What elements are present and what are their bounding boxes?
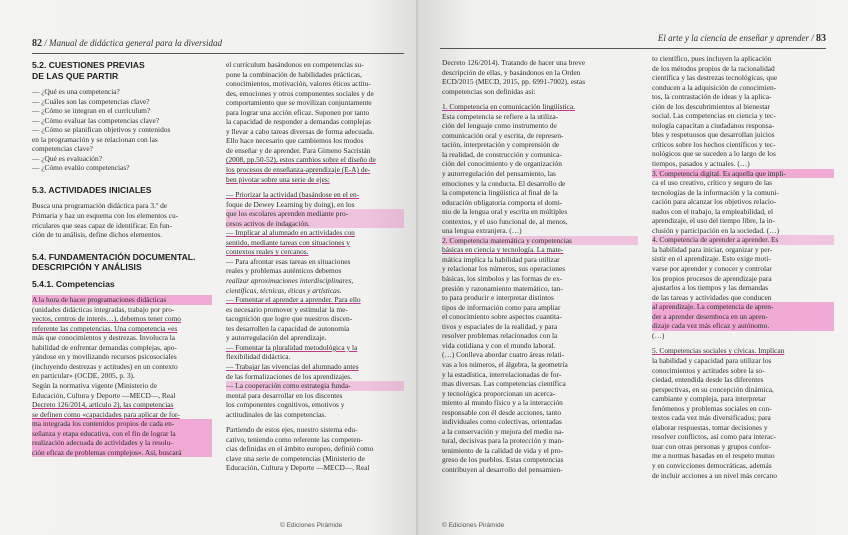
text-line: de enseñar y de aprender. Para Gimeno Sacristán xyxy=(226,145,371,155)
text-line: Busca una programación didáctica para 3.º de xyxy=(32,201,168,211)
text-line: al aprendizaje. La competencia de apren- xyxy=(652,302,834,312)
text-line: de las formalizaciones de los aprendizajes. xyxy=(226,371,352,381)
text-line: a la conservación y mejora del medio na- xyxy=(442,426,564,436)
right-page-number: 83 xyxy=(816,33,826,44)
text-line: de los métodos propios de la racionalidad xyxy=(652,63,775,73)
text-line: (incluyendo destrezas y actitudes) en un contexto xyxy=(32,361,178,371)
text-line: individuales como colectivas, orientadas xyxy=(442,417,562,427)
text-line: perspectivas, en su concepción dinámica, xyxy=(652,384,774,394)
text-line: Decreto 126/2014). Tratando de hacer una breve xyxy=(442,58,586,67)
text-line: educación obligatoria comporta el domi- xyxy=(442,197,563,207)
text-line: y en convicciones democráticas, además xyxy=(652,460,772,470)
text-line: y la estadística, interrelacionadas de for- xyxy=(442,369,562,379)
text-line: ción del conocimiento y de organización xyxy=(442,159,562,169)
text-line: Educación, Cultura y Deporte —MECD—, Real xyxy=(32,390,176,400)
text-line: la habilidad y capacidad para utilizar los xyxy=(652,355,772,365)
text-line: comportamiento que se movilizan conjuntamente xyxy=(226,98,372,108)
text-line: conocimientos, motivación, valores éticos actitu- xyxy=(226,79,371,89)
text-line: Decreto 126/2014, artículo 2), las competencias xyxy=(32,400,174,410)
right-footer: © Ediciones Pirámide xyxy=(442,522,505,529)
section-heading: 5.4.1. Competencias xyxy=(32,278,115,289)
text-line: y tecnológica proporcionan un acerca- xyxy=(442,388,556,398)
text-line: — Priorizar la actividad (basándose en el en- xyxy=(226,190,360,200)
text-line: 3. Competencia digital. Es aquella que impli- xyxy=(652,169,834,179)
text-line: realizar aproximaciones interdisciplinares, xyxy=(226,276,354,286)
text-line: — ¿Cómo se planifican objetivos y contenidos xyxy=(32,125,171,135)
text-line: más que conocimientos y destrezas. Involucra la xyxy=(32,333,176,343)
left-page xyxy=(0,0,418,535)
text-line: los propios procesos de aprendizaje para xyxy=(652,273,772,283)
text-line: tural, decisivas para la protección y man- xyxy=(442,436,564,446)
text-line: nio de la lengua oral y escrita en múltiples xyxy=(442,207,568,217)
text-line: to para producir e interpretar distintos xyxy=(442,293,554,303)
text-line: — Para afrontar esas tareas en situaciones xyxy=(226,256,351,266)
text-line: la realidad, de construcción y comunica- xyxy=(442,149,562,159)
text-line: descripción de ellas, y basándonos en la Orden xyxy=(442,67,581,77)
section-heading: 5.3. ACTIVIDADES INICIALES xyxy=(32,184,152,195)
text-line: tacognición que logre que nuestros discen- xyxy=(226,314,353,324)
text-line: (2008, pp.50-52), estos cambios sobre el diseño de xyxy=(226,155,376,165)
text-line: foque de Dewey Learning by doing), en los xyxy=(226,199,355,209)
text-line: mental para desarrollar en los discentes xyxy=(226,390,343,400)
text-line: dizaje cada vez más eficaz y autónomo. xyxy=(652,321,834,331)
text-line: rriculares que seas capaz de identificar. En fun- xyxy=(32,220,172,230)
text-line: cativo, teniendo como referente las competen- xyxy=(226,434,363,444)
text-line: tivos y espaciales de la realidad, y para xyxy=(442,321,558,331)
text-line: — Fomentar el aprender a aprender. Para ello xyxy=(226,295,361,305)
text-line: — ¿Cómo evalúo competencias? xyxy=(32,163,130,173)
text-line: ción de los descubrimientos al bienestar xyxy=(652,101,771,111)
text-line: der a aprender desemboca en un apren- xyxy=(652,312,834,322)
text-line: — ¿Cómo evaluar las competencias clave? xyxy=(32,115,160,125)
text-line: reales y problemas auténticos debemos xyxy=(226,266,342,276)
text-line: greso de los pueblos. Estas competencias xyxy=(442,455,564,465)
text-line: Partiendo de estos ejes, nuestro sistema edu- xyxy=(226,425,358,435)
text-line: los procesos de enseñanza-aprendizaje (E-A) de- xyxy=(226,165,371,175)
text-line: cambiante y compleja, para interpretar xyxy=(652,394,766,404)
text-line: y llevar a cabo tareas diversas de forma adecuada. xyxy=(226,126,374,136)
text-line: científicas, técnicas, éticas y artísticas. xyxy=(226,285,342,295)
text-line: nados con el trabajo, la empleabilidad, el xyxy=(652,206,774,216)
text-line: básicas, los símbolos y las formas de ex- xyxy=(442,274,563,284)
text-line: resolver conflictos, así como para interac- xyxy=(652,432,776,442)
text-line: la competencia lingüística al final de la xyxy=(442,188,558,198)
text-line: ciedad, entendida desde las diferentes xyxy=(652,375,764,385)
text-line: tiempos, pasados y actuales. (…) xyxy=(652,159,750,169)
text-line: 1. Competencia en comunicación lingüística. xyxy=(442,102,575,112)
text-line: para lograr una acción eficaz. Suponen por tanto xyxy=(226,107,370,117)
text-line: realización adecuada de actividades y la resolu- xyxy=(32,438,212,448)
text-line: ma integrada los contenidos propios de cada en- xyxy=(32,419,212,429)
text-line: social. Las competencias en ciencia y tec- xyxy=(652,111,776,121)
text-line: nología capacitan a ciudadanos responsa- xyxy=(652,120,775,130)
text-line: vida cotidiana y con el mundo laboral. xyxy=(442,340,556,350)
text-line: presión y razonamiento matemático, tan- xyxy=(442,283,563,293)
left-running-head: 82 / Manual de didáctica general para la diversidad xyxy=(32,38,222,49)
text-line: el conocimiento sobre aspectos cuantita- xyxy=(442,312,562,322)
text-line: Según la normativa vigente (Ministerio de xyxy=(32,381,157,391)
text-line: actitudinales de las competencias. xyxy=(226,409,327,419)
text-line: tos, la contrastación de ideas y la aplica- xyxy=(652,92,772,102)
text-line: miento al mundo físico y a la interacción xyxy=(442,398,563,408)
right-column-1 xyxy=(442,58,638,475)
text-line: Educación, Cultura y Deporte —MECD—, Real xyxy=(226,463,370,473)
text-line: textos cada vez más diversificados; para xyxy=(652,413,771,423)
text-line: (…) Conlleva abordar cuatro áreas relati- xyxy=(442,350,565,360)
text-line: to científico, pues incluyen la aplicación xyxy=(652,54,772,63)
text-line: clave una serie de competencias (Ministerio de xyxy=(226,453,365,463)
text-line: ción de tu análisis, define dichos elementos. xyxy=(32,230,163,240)
right-page xyxy=(418,0,848,535)
text-line: elaborar respuestas, tomar decisiones y xyxy=(652,422,768,432)
text-line: responsable con él desde acciones, tanto xyxy=(442,407,562,417)
text-line: científica y las destrezas tecnológicas, que xyxy=(652,73,778,83)
text-line: 2. Competencia matemática y competencias xyxy=(442,236,638,246)
text-line: — ¿Cómo se integran en el currículum? xyxy=(32,106,151,116)
text-line: aprendizaje, el uso del tiempo libre, la in- xyxy=(652,216,775,226)
text-line: varse por aprender y conocer y controlar xyxy=(652,264,772,274)
left-column-1 xyxy=(32,60,212,457)
text-line: contextos reales y cercanos. xyxy=(226,247,309,257)
section-heading: 5.4. FUNDAMENTACIÓN DOCUMENTAL. xyxy=(32,251,196,262)
text-line: ECD/2015 (MECD, 2015, pp. 6991-7002), estas xyxy=(442,77,586,87)
right-column-2 xyxy=(652,54,834,480)
text-line: cesos activos de indagación. xyxy=(226,219,404,229)
text-line: contextos, y el uso funcional de, al menos, xyxy=(442,216,568,226)
text-line: comunicación oral y escrita, de represen- xyxy=(442,130,564,140)
text-line: — ¿Cuáles son las competencias clave? xyxy=(32,96,150,106)
text-line: referente las competencias. Una competencia «es xyxy=(32,323,178,333)
text-line: los componentes cognitivos, emotivos y xyxy=(226,400,345,410)
left-column-2 xyxy=(226,60,404,473)
text-line: tecnologías de la información y la comuni- xyxy=(652,187,779,197)
text-line: des, emociones y otros componentes sociales y de xyxy=(226,88,374,98)
right-running-head: El arte y la ciencia de enseñar y aprender / 83 xyxy=(657,33,826,44)
text-line: emociones y la conducta. El desarrollo de xyxy=(442,178,566,188)
text-line: — Implicar al alumnado en actividades con xyxy=(226,228,355,238)
text-line: críticos sobre los hechos científicos y tec- xyxy=(652,139,776,149)
text-line: Ello hace necesario que cambiemos los modos xyxy=(226,136,364,146)
text-line: ción eficaz de problemas complejos». Así, buscará xyxy=(32,448,212,458)
text-line: competencias son definidas así: xyxy=(442,86,536,96)
left-footer: © Ediciones Pirámide xyxy=(280,522,343,529)
section-heading: DE LAS QUE PARTIR xyxy=(32,70,119,81)
text-line: mática implica la habilidad para utilizar xyxy=(442,254,560,264)
text-line: mas diversas. Las competencias científica xyxy=(442,379,566,389)
text-line: tenimiento de la calidad de vida y el pro- xyxy=(442,445,564,455)
text-line: fenómenos y problemas sociales en con- xyxy=(652,403,772,413)
text-line: 5. Competencias sociales y cívicas. Implican xyxy=(652,346,785,356)
text-line: — Trabajar las vivencias del alumnado antes xyxy=(226,361,359,371)
text-line: (unidades didácticas integradas, trabajo por pro- xyxy=(32,304,175,314)
text-line: habilidad de enfrentar demandas complejas, apo- xyxy=(32,342,177,352)
text-line: contribuyen al desarrollo del pensamien- xyxy=(442,464,563,474)
text-line: — ¿Qué es evaluación? xyxy=(32,153,102,163)
text-line: tuar con otras personas y grupos confor- xyxy=(652,441,771,451)
text-line: ca el uso creativo, crítico y seguro de las xyxy=(652,178,773,188)
section-heading: DESCRIPCIÓN Y ANÁLISIS xyxy=(32,262,142,273)
text-line: A la hora de hacer programaciones didácticas xyxy=(32,295,212,305)
text-line: se definen como «capacidades para aplicar de for- xyxy=(32,409,180,419)
text-line: cias definidas en el ámbito europeo, definió como xyxy=(226,444,374,454)
text-line: tación, interpretación y comprensión de xyxy=(442,140,560,150)
text-line: y autorregulación del aprendizaje. xyxy=(226,333,327,343)
text-line: — La cooperación como estrategia funda- xyxy=(226,381,404,391)
text-line: el currículum basándonos en competencias su- xyxy=(226,60,364,69)
text-line: me a normas basadas en el respeto mutuo xyxy=(652,451,775,461)
text-line: nológicos que se suceden a lo largo de los xyxy=(652,149,776,159)
text-line: competencias clave? xyxy=(32,144,93,154)
text-line: en la programación y se relacionan con las xyxy=(32,134,158,144)
text-line: sentido, mediante tareas con situaciones y xyxy=(226,237,350,247)
text-line: vas a los números, el álgebra, la geometría xyxy=(442,359,568,369)
text-line: yectos, centros de interés…), debemos tener como xyxy=(32,314,181,324)
text-line: — ¿Qué es una competencia? xyxy=(32,87,120,96)
text-line: de las tareas y actividades que conducen xyxy=(652,292,772,302)
text-line: conocimientos y actitudes sobre la so- xyxy=(652,365,765,375)
section-heading: 5.2. CUESTIONES PREVIAS xyxy=(32,60,145,70)
text-line: flexibilidad didáctica. xyxy=(226,352,291,362)
text-line: básicas en ciencia y tecnología. La mate- xyxy=(442,245,564,255)
text-line: tipos de información como para ampliar xyxy=(442,302,561,312)
text-line: cación para alcanzar los objetivos relacio- xyxy=(652,197,777,207)
right-header-rule xyxy=(440,48,826,49)
text-line: y relacionar los números, sus operaciones xyxy=(442,264,566,274)
text-line: Esta competencia se refiere a la utiliza- xyxy=(442,111,559,121)
text-line: (…) xyxy=(652,330,665,340)
text-line: yándose en y movilizando recursos psicosociales xyxy=(32,352,177,362)
text-line: una lengua extranjera. (…) xyxy=(442,226,522,236)
text-line: que los escolares aprenden mediante pro- xyxy=(226,209,404,219)
text-line: ben pivotar sobre una serie de ejes: xyxy=(226,174,330,184)
text-line: y autorregulación del pensamiento, las xyxy=(442,169,556,179)
right-running-title: El arte y la ciencia de enseñar y aprender xyxy=(657,33,809,43)
text-line: sistir en el aprendizaje. Esto exige moti- xyxy=(652,254,771,264)
left-running-title: Manual de didáctica general para la diversidad xyxy=(49,38,222,48)
text-line: conducen a la adquisición de conocimien- xyxy=(652,82,777,92)
left-page-number: 82 xyxy=(32,38,42,49)
text-line: la capacidad de responder a demandas complejas xyxy=(226,117,371,127)
text-line: Primaria y haz un esquema con los elementos cu- xyxy=(32,210,179,220)
text-line: resolver problemas relacionados con la xyxy=(442,331,558,341)
text-line: tes desarrollen la capacidad de autonomía xyxy=(226,323,350,333)
text-line: es necesario promover y estimular la me- xyxy=(226,304,348,314)
text-line: señanza y etapa educativa, con el fin de lograr la xyxy=(32,429,212,439)
text-line: — Fomentar la pluralidad metodológica y la xyxy=(226,342,358,352)
text-line: pone la combinación de habilidades prácticas, xyxy=(226,69,362,79)
text-line: bles y respetuosos que desarrollan juicios xyxy=(652,130,775,140)
text-line: clusión y participación en la sociedad. (…) xyxy=(652,225,780,235)
text-line: ajustarlos a los tiempos y las demandas xyxy=(652,283,769,293)
left-header-rule xyxy=(32,53,404,54)
text-line: la habilidad para iniciar, organizar y per- xyxy=(652,244,773,254)
text-line: en particular» (OCDE, 2005, p. 3). xyxy=(32,371,135,381)
text-line: ción del lenguaje como instrumento de xyxy=(442,121,557,131)
text-line: 4. Competencia de aprender a aprender. Es xyxy=(652,235,834,245)
text-line: de incluir acciones a un nivel más cercano xyxy=(652,470,777,480)
